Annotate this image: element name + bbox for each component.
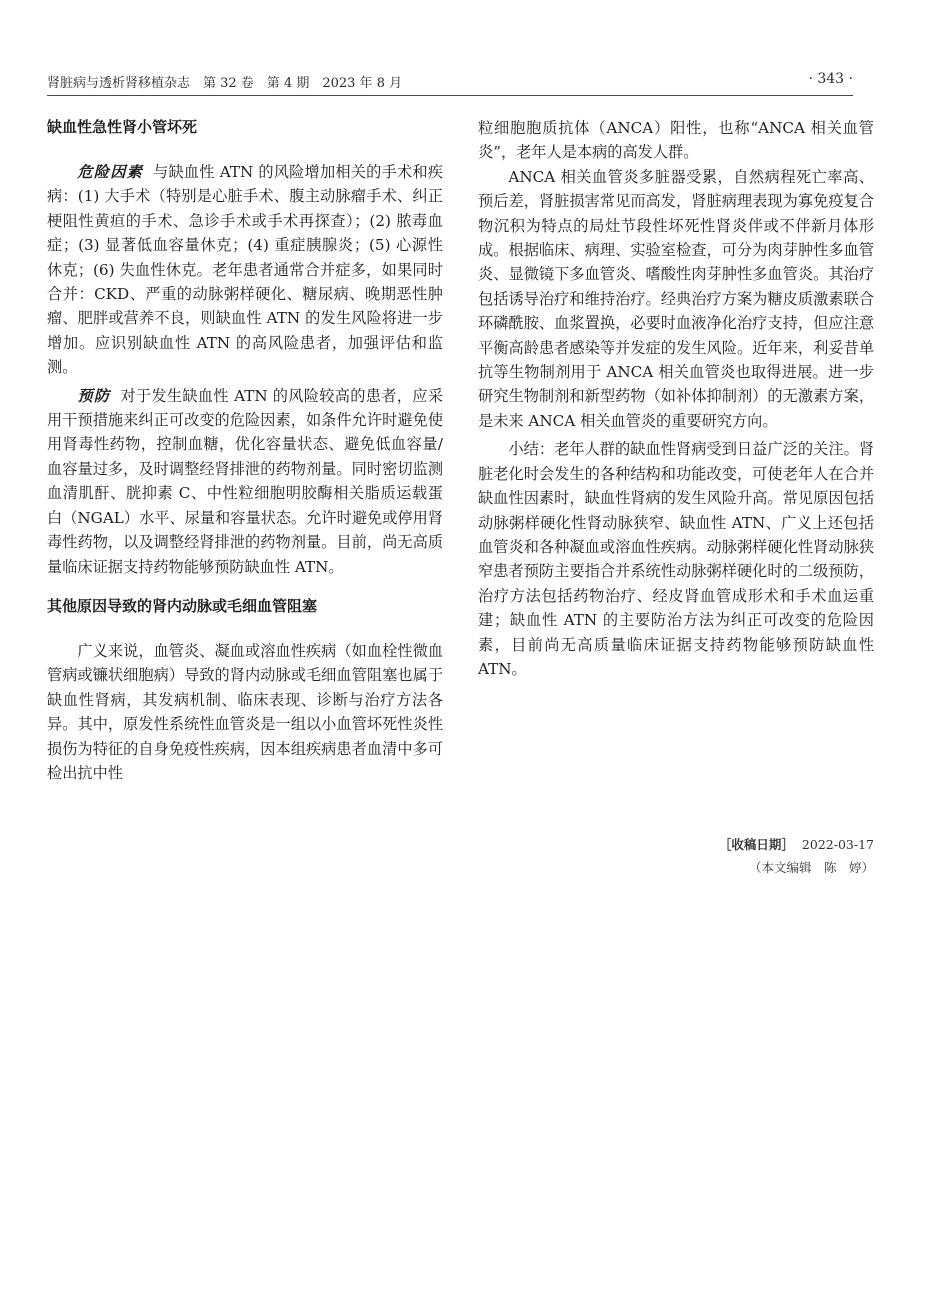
header-rule [47, 95, 853, 96]
section-heading-vascular-obstruction: 其他原因导致的肾内动脉或毛细血管阻塞 [47, 596, 318, 615]
paragraph-risk-factors [47, 160, 443, 380]
run-in-heading-prevention: 预防 [77, 386, 111, 405]
risk-factors-text: 与缺血性 ATN 的风险增加相关的手术和疾病：(1) 大手术（特别是心脏手术、腹主动脉瘤手术、纠正梗阻性黄疸的手术、急诊手术或手术再探查）；(2) 脓毒血症；(3) 显著低血容量休克；(4) 重症胰腺炎；(5) 心源性休克；(6) 失血性休克。老年患者通常合并症多，如果同时合并：CKD、严重的动脉粥样硬化、糖尿病、晚期恶性肿瘤、肥胖或营养不良，则缺血性 ATN 的发生风险将进一步增加。应识别缺血性 ATN 的高风险患者，加强评估和监测。 [47, 163, 443, 377]
paragraph-vasculitis-intro-continued: 粒细胞胞质抗体（ANCA）阳性，也称“ANCA 相关血管炎”，老年人是本病的高发人群。 [478, 119, 874, 162]
paragraph-summary: 小结：老年人群的缺血性肾病受到日益广泛的关注。肾脏老化时会发生的各种结构和功能改变，可使老年人在合并缺血性因素时，缺血性肾病的发生风险升高。常见原因包括动脉粥样硬化性肾动脉狭窄、缺血性 ATN、广义上还包括血管炎和各种凝血或溶血性疾病。动脉粥样硬化性肾动脉狭窄患者预防主要指合并系统性动脉粥样硬化时的二级预防，治疗方法包括药物治疗、经皮肾血管成形术和手术血运重建；缺血性 ATN 的主要防治方法为纠正可改变的危险因素，目前尚无高质量临床证据支持药物能够预防缺血性 ATN。 [478, 440, 874, 678]
journal-citation: 肾脏病与透析肾移植杂志 第 32 卷 第 4 期 2023 年 8 月 [47, 76, 403, 91]
paragraph-anca-vasculitis: ANCA 相关血管炎多脏器受累，自然病程死亡率高、预后差，肾脏损害常见而高发，肾脏病理表现为寡免疫复合物沉积为特点的局灶节段性坏死性肾炎伴或不伴新月体形成。根据临床、病理、实验室检查，可分为肉芽肿性多血管炎、显微镜下多血管炎、嗜酸性肉芽肿性多血管炎。其治疗包括诱导治疗和维持治疗。经典治疗方案为糖皮质激素联合环磷酰胺、血浆置换，必要时血液净化治疗支持，但应注意平衡高龄患者感染等并发症的发生风险。近年来，利妥昔单抗等生物制剂用于 ANCA 相关血管炎也取得进展。进一步研究生物制剂和新型药物（如补体抑制剂）的无激素方案，是未来 ANCA 相关血管炎的重要研究方向。 [478, 167, 874, 430]
running-header [47, 72, 853, 94]
section-heading-ischemic-atn: 缺血性急性肾小管坏死 [47, 118, 198, 136]
paragraph-vasculitis-intro: 广义来说，血管炎、凝血或溶血性疾病（如血栓性微血管病或镰状细胞病）导致的肾内动脉或毛细血管阻塞也属于缺血性肾病，其发病机制、临床表现、诊断与治疗方法各异。其中，原发性系统性血管炎是一组以小血管坏死性炎性损伤为特征的自身免疫性疾病，因本组疾病患者血清中多可检出抗中性 [47, 641, 443, 782]
editor-credit: （本文编辑 陈 婷） [748, 860, 874, 875]
left-column [47, 116, 443, 785]
received-date-value: 2022-03-17 [801, 837, 874, 852]
run-in-heading-risk-factors: 危险因素 [77, 163, 144, 181]
page-number: · 343 · [808, 71, 853, 87]
paragraph-prevention [47, 384, 443, 579]
prevention-text: 对于发生缺血性 ATN 的风险较高的患者，应采用干预措施来纠正可改变的危险因素，如条件允许时避免使用肾毒性药物，控制血糖，优化容量状态、避免低血容量/血容量过多，及时调整经肾排泄的药物剂量。同时密切监测血清肌酐、胱抑素 C、中性粒细胞明胶酶相关脂质运载蛋白（NGAL）水平、尿量和容量状态。允许时避免或停用肾毒性药物，以及调整经肾排泄的药物剂量。目前，尚无高质量临床证据支持药物能够预防缺血性 ATN。 [47, 386, 444, 576]
right-column [478, 116, 874, 681]
received-date-label: ［收稿日期］ [718, 837, 794, 852]
received-date-line [478, 835, 874, 853]
